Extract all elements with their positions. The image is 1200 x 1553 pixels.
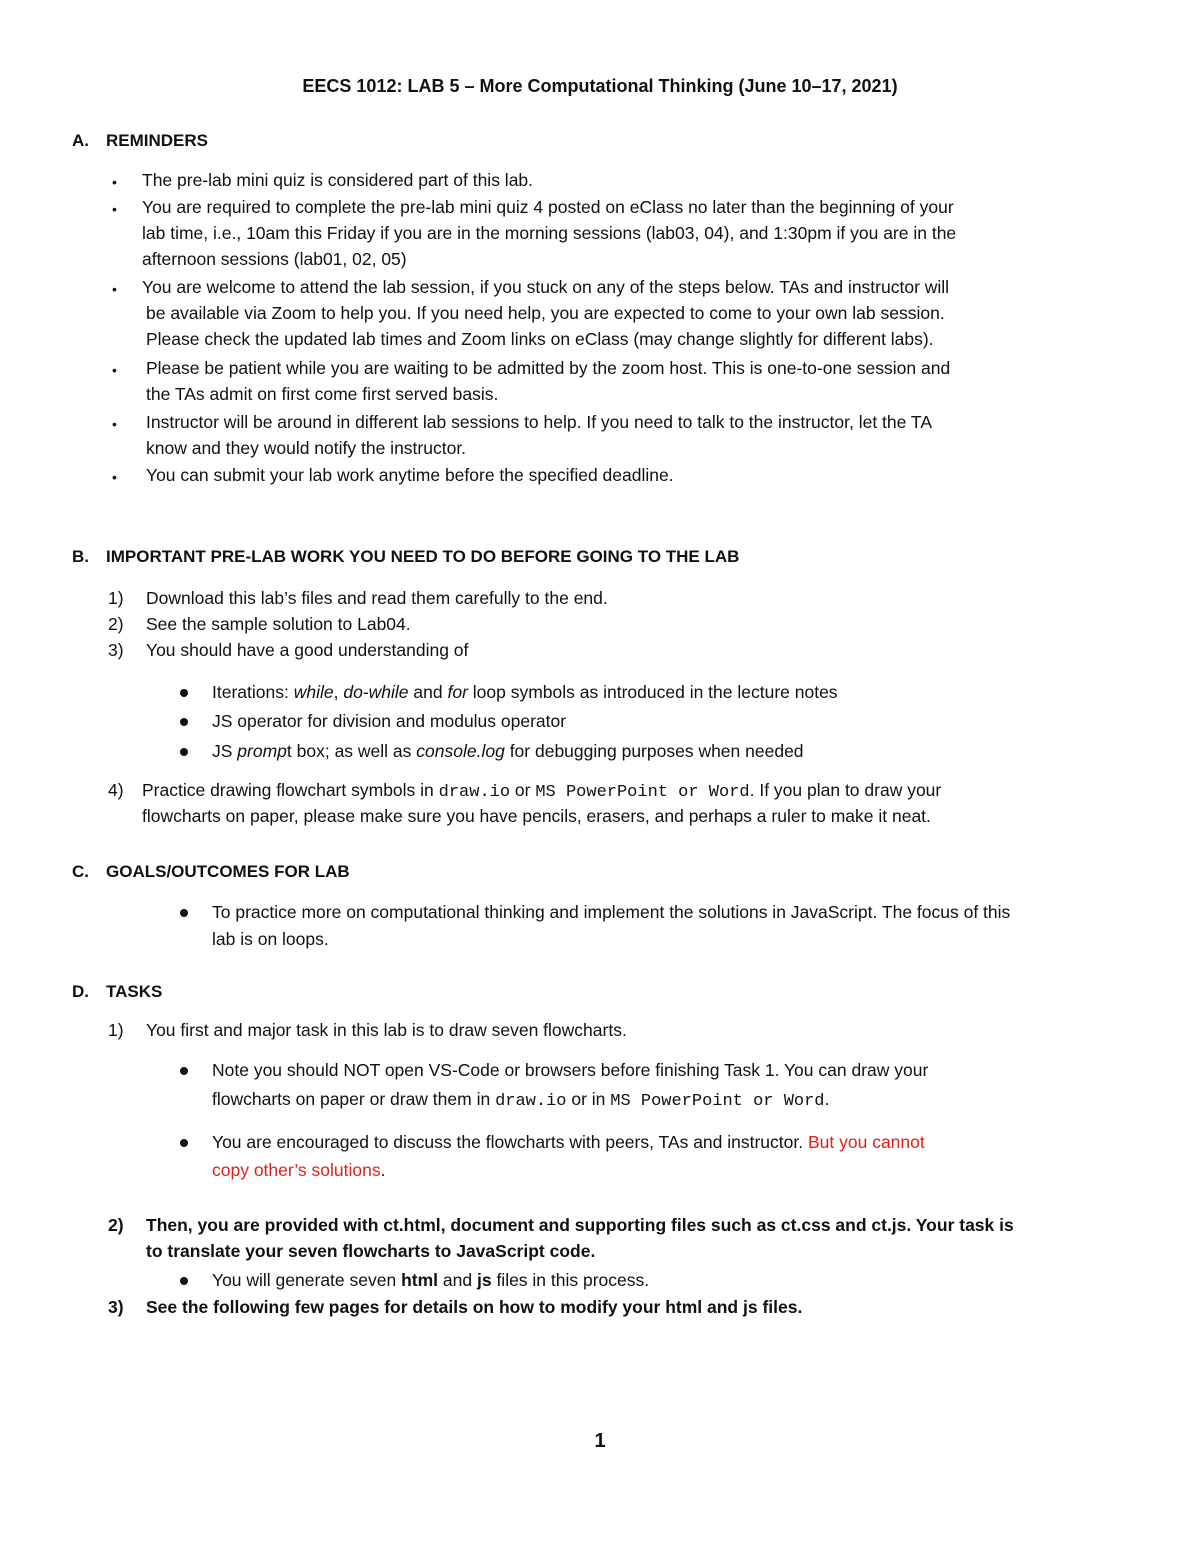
prelab-item [142, 780, 941, 802]
bullet-icon [180, 909, 188, 917]
task-item: You first and major task in this lab is to draw seven flowcharts. [146, 1020, 627, 1040]
task-item-continued: to translate your seven flowcharts to JavaScript code. [146, 1241, 596, 1261]
task-item: Then, you are provided with ct.html, document and supporting files such as ct.css and ct.js. Your task is [146, 1215, 1014, 1235]
bullet-icon: • [112, 469, 117, 485]
bullet-icon: • [112, 362, 117, 378]
page-number: 1 [594, 1430, 606, 1452]
text-run: copy other’s solutions [212, 1160, 381, 1180]
bullet-icon [180, 718, 188, 726]
text-run: But you cannot [807, 1132, 925, 1152]
reminder-line: afternoon sessions (lab01, 02, 05) [142, 249, 407, 269]
text-run: promp [237, 741, 287, 761]
text-run: loop symbols as introduced in the lecture notes [467, 682, 838, 702]
goal-line: To practice more on computational thinking and implement the solutions in JavaScript. The focus of this [212, 902, 1011, 922]
bullet-icon [180, 1277, 188, 1285]
goal-line: lab is on loops. [212, 929, 329, 949]
text-run: or [510, 780, 536, 800]
text-run: for debugging purposes when needed [504, 741, 804, 761]
task-subitem-continued [212, 1160, 386, 1181]
text-run: and [438, 1270, 477, 1290]
text-run: or in [566, 1089, 611, 1109]
list-number: 4) [108, 780, 124, 800]
document-title: EECS 1012: LAB 5 – More Computational Thinking (June 10–17, 2021) [302, 76, 898, 96]
bullet-icon: • [112, 174, 117, 190]
bullet-icon: • [112, 201, 117, 217]
section-d-heading: TASKS [106, 982, 163, 1001]
text-run: You are encouraged to discuss the flowcharts with peers, TAs and instructor. [212, 1132, 808, 1152]
list-number: 1) [108, 588, 124, 608]
task-subitem [212, 1132, 925, 1153]
text-run: js [476, 1270, 492, 1290]
text-run: do-while [343, 682, 409, 702]
prelab-item: See the sample solution to Lab04. [146, 614, 411, 634]
text-run: . [824, 1089, 830, 1109]
text-run: and [408, 682, 448, 702]
list-number: 3) [108, 640, 124, 660]
text-run: console.log [416, 741, 505, 761]
bullet-icon: • [112, 281, 117, 297]
text-run: MS PowerPoint or Word [610, 1092, 825, 1111]
section-a-letter: A. [72, 131, 89, 150]
reminder-line: the TAs admit on first come first served basis. [146, 384, 499, 404]
list-number: 3) [108, 1297, 124, 1317]
task-subitem: Note you should NOT open VS-Code or browsers before finishing Task 1. You can draw your [212, 1060, 929, 1080]
task-item: See the following few pages for details on how to modify your html and js files. [146, 1297, 803, 1317]
reminder-line: Please check the updated lab times and Zoom links on eClass (may change slightly for different labs). [146, 329, 934, 349]
reminder-line: Instructor will be around in different lab sessions to help. If you need to talk to the instructor, let the TA [146, 412, 932, 432]
section-b-letter: B. [72, 547, 89, 566]
reminder-line: The pre-lab mini quiz is considered part of this lab. [142, 170, 534, 190]
text-run: You will generate seven [212, 1270, 402, 1290]
reminder-line: know and they would notify the instructor. [146, 438, 467, 458]
section-c-letter: C. [72, 862, 89, 881]
reminder-line: Please be patient while you are waiting to be admitted by the zoom host. This is one-to-one session and [146, 358, 951, 378]
bullet-icon [180, 1139, 188, 1147]
task-subitem [212, 1270, 649, 1291]
text-run: JS [212, 741, 238, 761]
text-run: Iterations: [212, 682, 294, 702]
text-run: draw.io [438, 783, 511, 802]
reminder-line: lab time, i.e., 10am this Friday if you are in the morning sessions (lab03, 04), and 1:30pm if you are in the [142, 223, 957, 243]
reminder-line: You are required to complete the pre-lab mini quiz 4 posted on eClass no later than the beginning of your [142, 197, 954, 217]
list-number: 1) [108, 1020, 124, 1040]
bullet-icon: • [112, 416, 117, 432]
prelab-item: Download this lab’s files and read them carefully to the end. [146, 588, 608, 608]
prelab-item-continued: flowcharts on paper, please make sure you have pencils, erasers, and perhaps a ruler to make it neat. [142, 806, 931, 826]
reminder-line: be available via Zoom to help you. If you need help, you are expected to come to your own lab session. [146, 303, 945, 323]
text-run: draw.io [495, 1092, 567, 1111]
list-number: 2) [108, 1215, 124, 1235]
text-run: files in this process. [491, 1270, 650, 1290]
bullet-icon [180, 689, 188, 697]
bullet-icon [180, 748, 188, 756]
prelab-subitem [212, 682, 838, 703]
text-run: while [293, 682, 334, 702]
section-c-heading: GOALS/OUTCOMES FOR LAB [106, 862, 350, 881]
section-d-letter: D. [72, 982, 89, 1001]
text-run: flowcharts on paper or draw them in [212, 1089, 496, 1109]
text-run: . [380, 1160, 386, 1180]
prelab-subitem [212, 741, 804, 762]
bullet-icon [180, 1067, 188, 1075]
text-run: for [447, 682, 468, 702]
section-b-heading: IMPORTANT PRE-LAB WORK YOU NEED TO DO BEFORE GOING TO THE LAB [106, 547, 740, 566]
section-a-heading: REMINDERS [106, 131, 209, 150]
reminder-line: You are welcome to attend the lab session, if you stuck on any of the steps below. TAs and instructor will [142, 277, 950, 297]
list-number: 2) [108, 614, 124, 634]
text-run: t box; as well as [286, 741, 417, 761]
text-run: MS PowerPoint or Word [535, 783, 750, 802]
text-run: Practice drawing flowchart symbols in [142, 780, 439, 800]
prelab-item: You should have a good understanding of [146, 640, 469, 660]
task-subitem-continued [212, 1089, 829, 1111]
text-run: , [333, 682, 344, 702]
prelab-subitem: JS operator for division and modulus operator [212, 711, 567, 731]
text-run: html [401, 1270, 439, 1290]
reminder-line: You can submit your lab work anytime before the specified deadline. [146, 465, 674, 485]
text-run: . If you plan to draw your [749, 780, 942, 800]
